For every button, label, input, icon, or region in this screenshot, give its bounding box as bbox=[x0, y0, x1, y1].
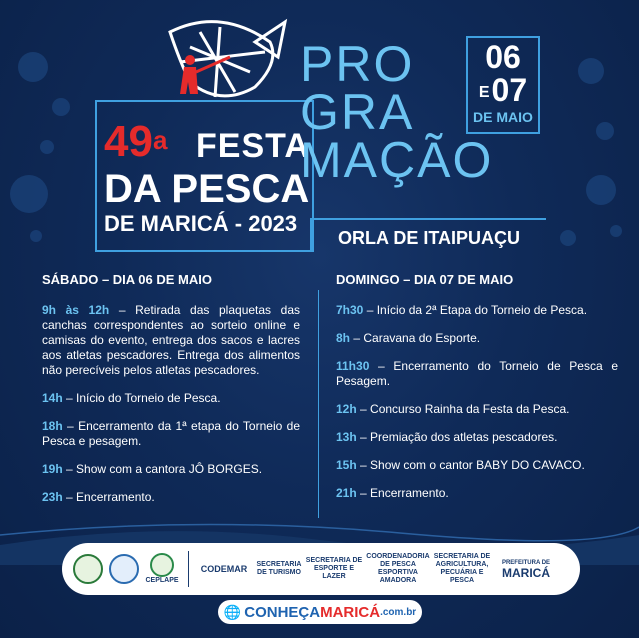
sponsor-bar bbox=[62, 543, 580, 595]
bubble bbox=[40, 140, 54, 154]
prefeitura-small-label: PREFEITURA DE bbox=[501, 559, 551, 566]
bubble bbox=[10, 175, 48, 213]
schedule-item bbox=[336, 458, 618, 473]
schedule-text: – Premiação dos atletas pescadores. bbox=[356, 430, 558, 444]
schedule-text: – Show com a cantora JÔ BORGES. bbox=[62, 462, 263, 476]
schedule-text: – Retirada das plaquetas das canchas correspondentes ao sorteio online e camisas do evento, entrega dos sacos e lacres aos atletas pescadores. Entrega dos alimentos não perecíveis pelos atletas pescadores. bbox=[42, 303, 300, 377]
edition-suffix: a bbox=[152, 125, 168, 155]
schedule-text: – Encerramento. bbox=[62, 490, 155, 504]
ceplape-label: CEPLAPE bbox=[145, 577, 179, 584]
bubble bbox=[30, 230, 42, 242]
ceplape-icon bbox=[150, 553, 174, 577]
schedule-text: – Concurso Rainha da Festa da Pesca. bbox=[356, 402, 570, 416]
schedule-item bbox=[336, 486, 618, 501]
schedule-time: 13h bbox=[336, 430, 357, 444]
municipal-seal-logo bbox=[70, 554, 106, 584]
schedule-text: – Início do Torneio de Pesca. bbox=[62, 391, 221, 405]
footer-part-1: CONHEÇA bbox=[244, 603, 321, 621]
schedule-item bbox=[336, 430, 618, 445]
schedule-item bbox=[336, 402, 618, 417]
sec-agricultura-logo: SECRETARIA DE AGRICULTURA, PECUÁRIA E PESCA bbox=[433, 553, 491, 584]
schedule-text: – Início da 2ª Etapa do Torneio de Pesca. bbox=[363, 303, 588, 317]
sunday-heading: DOMINGO – DIA 07 DE MAIO bbox=[336, 272, 514, 287]
globe-icon: 🌐 bbox=[223, 603, 242, 620]
schedule-time: 9h às 12h bbox=[42, 303, 110, 317]
title-line-1: FESTA bbox=[196, 127, 310, 165]
prefeitura-label: MARICÁ bbox=[502, 565, 550, 580]
schedule-time: 21h bbox=[336, 486, 357, 500]
date-box bbox=[466, 36, 540, 134]
schedule-text: – Show com o cantor BABY DO CAVACO. bbox=[356, 458, 585, 472]
schedule-time: 15h bbox=[336, 458, 357, 472]
location: ORLA DE ITAIPUAÇU bbox=[338, 228, 520, 248]
fish-badge-icon bbox=[109, 554, 139, 584]
fisherman-fish-icon bbox=[160, 12, 290, 112]
bubble bbox=[578, 58, 604, 84]
schedule-time: 7h30 bbox=[336, 303, 364, 317]
location-divider bbox=[310, 218, 546, 220]
sec-esporte-logo: SECRETARIA DE ESPORTE E LAZER bbox=[305, 557, 363, 580]
schedule-item bbox=[42, 391, 300, 406]
bubble bbox=[586, 175, 616, 205]
date-day-2: 07 bbox=[491, 72, 528, 108]
edition-number: 49$^a$ bbox=[104, 117, 168, 166]
bubble bbox=[560, 230, 576, 246]
sponsor-separator bbox=[188, 551, 189, 587]
schedule-time: 12h bbox=[336, 402, 357, 416]
schedule-item bbox=[42, 303, 300, 378]
codemar-logo: CODEMAR bbox=[200, 564, 248, 574]
sec-turismo-logo: SECRETARIA DE TURISMO bbox=[256, 561, 302, 576]
date-connector: E bbox=[478, 83, 490, 101]
ceplape-logo bbox=[142, 553, 182, 585]
date-day-1: 06 bbox=[485, 39, 521, 75]
schedule-text: – Caravana do Esporte. bbox=[350, 331, 481, 345]
schedule-item bbox=[42, 419, 300, 449]
prefeitura-logo bbox=[491, 559, 561, 580]
programacao-line-3: MAÇÃO bbox=[300, 132, 494, 188]
schedule-item bbox=[42, 490, 300, 505]
date-day-2-row bbox=[468, 74, 538, 109]
bubble bbox=[52, 98, 70, 116]
programacao-heading bbox=[300, 36, 494, 188]
schedule-text: – Encerramento do Torneio de Pesca e Pesagem. bbox=[336, 359, 618, 388]
title-line-2: DA PESCA bbox=[104, 167, 310, 211]
column-divider bbox=[318, 290, 319, 518]
location-divider-vertical bbox=[310, 218, 312, 250]
bubble bbox=[18, 52, 48, 82]
schedule-time: 19h bbox=[42, 462, 63, 476]
bubble bbox=[596, 122, 614, 140]
seal-icon bbox=[73, 554, 103, 584]
schedule-time: 14h bbox=[42, 391, 63, 405]
saturday-column bbox=[42, 272, 300, 518]
footer-website[interactable] bbox=[218, 600, 422, 624]
date-month: DE MAIO bbox=[473, 108, 533, 125]
sunday-column bbox=[336, 272, 618, 514]
saturday-heading: SÁBADO – DIA 06 DE MAIO bbox=[42, 272, 212, 287]
programacao-line-1: PRO bbox=[300, 36, 415, 92]
schedule-item bbox=[42, 462, 300, 477]
schedule-item bbox=[336, 359, 618, 389]
footer-part-2: MARICÁ bbox=[320, 603, 381, 621]
title-line-3: DE MARICÁ - 2023 bbox=[104, 211, 298, 236]
bubble bbox=[610, 225, 622, 237]
schedule-time: 11h30 bbox=[336, 359, 370, 373]
fishing-club-logo bbox=[106, 554, 142, 584]
footer-part-3: .com.br bbox=[380, 606, 417, 618]
schedule-time: 23h bbox=[42, 490, 63, 504]
schedule-item bbox=[336, 303, 618, 318]
schedule-item bbox=[336, 331, 618, 346]
schedule-text: – Encerramento da 1ª etapa do Torneio de Pesca e pesagem. bbox=[42, 419, 300, 448]
coord-pesca-logo: COORDENADORIA DE PESCA ESPORTIVA AMADORA bbox=[366, 553, 430, 584]
programacao-line-2: GRA bbox=[300, 84, 415, 140]
schedule-text: – Encerramento. bbox=[356, 486, 449, 500]
schedule-time: 8h bbox=[336, 331, 351, 345]
schedule-time: 18h bbox=[42, 419, 63, 433]
